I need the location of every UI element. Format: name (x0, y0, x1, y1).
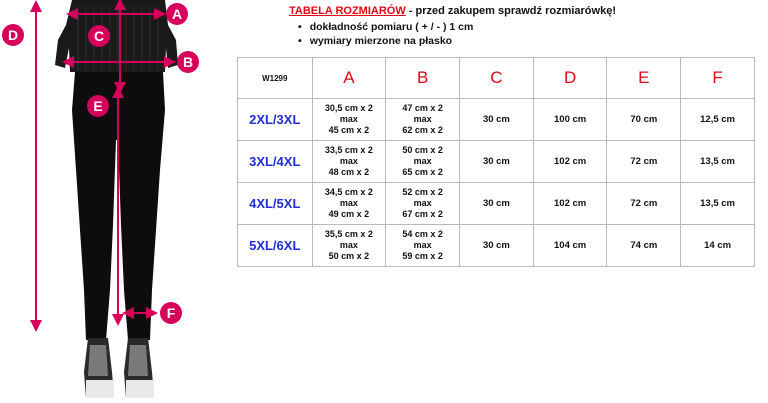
leggings-figure (0, 0, 200, 403)
svg-text:E: E (93, 98, 103, 114)
cell-e: 72 cm (607, 183, 681, 225)
marker-e (87, 95, 109, 117)
note-item: • dokładność pomiaru ( + / - ) 1 cm (290, 20, 473, 34)
size-label: 5XL/6XL (238, 225, 313, 267)
cell-d: 104 cm (533, 225, 607, 267)
size-table-heading (289, 5, 616, 17)
table-row (238, 141, 755, 183)
cell-e: 70 cm (607, 99, 681, 141)
svg-text:C: C (93, 28, 105, 44)
column-header-d: D (533, 58, 607, 99)
cell-b: 47 cm x 2 max 62 cm x 2 (386, 99, 460, 141)
cell-b: 50 cm x 2 max 65 cm x 2 (386, 141, 460, 183)
cell-f: 13,5 cm (681, 141, 755, 183)
table-row (238, 99, 755, 141)
cell-b: 54 cm x 2 max 59 cm x 2 (386, 225, 460, 267)
marker-b (177, 51, 199, 73)
svg-text:A: A (171, 6, 183, 22)
cell-c: 30 cm (460, 225, 534, 267)
column-header-a: A (312, 58, 386, 99)
svg-text:F: F (166, 305, 176, 321)
marker-c (88, 25, 110, 47)
size-label: 4XL/5XL (238, 183, 313, 225)
heading-title: TABELA ROZMIARÓW (289, 5, 406, 17)
size-table (237, 57, 755, 267)
size-label: 2XL/3XL (238, 99, 313, 141)
cell-a: 30,5 cm x 2 max 45 cm x 2 (312, 99, 386, 141)
cell-f: 14 cm (681, 225, 755, 267)
cell-d: 100 cm (533, 99, 607, 141)
cell-c: 30 cm (460, 141, 534, 183)
table-header-row (238, 58, 755, 99)
cell-e: 74 cm (607, 225, 681, 267)
cell-a: 34,5 cm x 2 max 49 cm x 2 (312, 183, 386, 225)
marker-f (160, 302, 182, 324)
cell-f: 13,5 cm (681, 183, 755, 225)
size-label: 3XL/4XL (238, 141, 313, 183)
svg-text:D: D (7, 27, 19, 43)
column-header-c: C (460, 58, 534, 99)
product-code: W1299 (238, 58, 313, 99)
table-row (238, 183, 755, 225)
cell-d: 102 cm (533, 183, 607, 225)
cell-c: 30 cm (460, 183, 534, 225)
svg-text:B: B (182, 54, 194, 70)
column-header-e: E (607, 58, 681, 99)
heading-rest: - przed zakupem sprawdź rozmiarówkę! (405, 5, 616, 17)
marker-a (166, 3, 188, 25)
column-header-f: F (681, 58, 755, 99)
cell-e: 72 cm (607, 141, 681, 183)
cell-a: 33,5 cm x 2 max 48 cm x 2 (312, 141, 386, 183)
table-row (238, 225, 755, 267)
cell-d: 102 cm (533, 141, 607, 183)
cell-a: 35,5 cm x 2 max 50 cm x 2 (312, 225, 386, 267)
column-header-b: B (386, 58, 460, 99)
cell-f: 12,5 cm (681, 99, 755, 141)
cell-b: 52 cm x 2 max 67 cm x 2 (386, 183, 460, 225)
measurement-notes (290, 20, 473, 48)
marker-d (2, 24, 24, 46)
note-item: • wymiary mierzone na płasko (290, 34, 473, 48)
cell-c: 30 cm (460, 99, 534, 141)
